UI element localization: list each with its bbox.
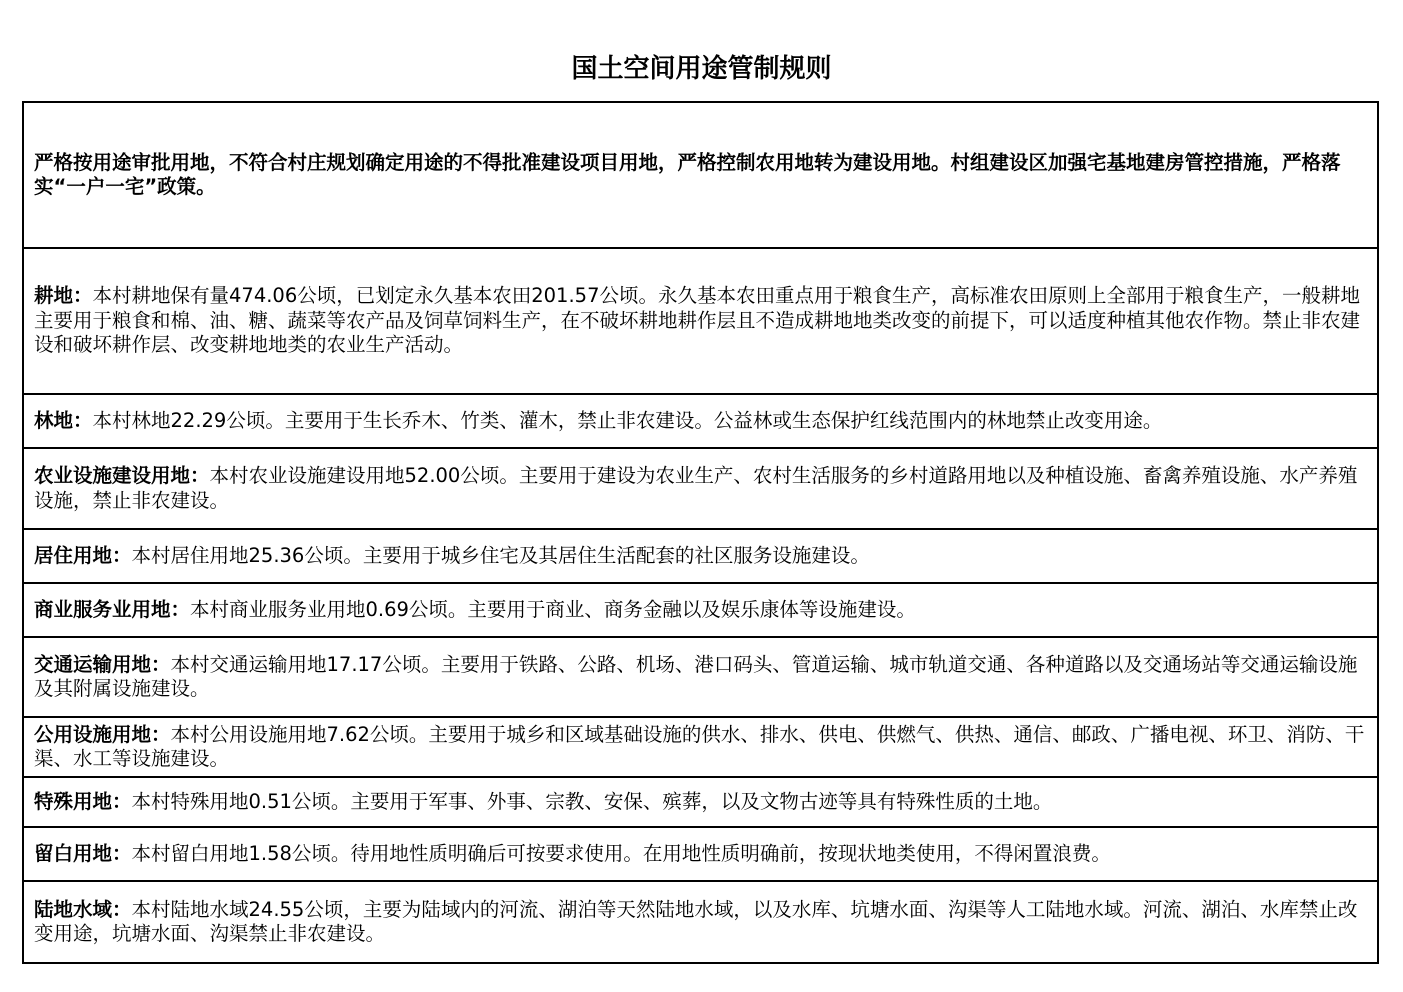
rule-row-reserved: [24, 828, 1377, 882]
rule-text: 本村留白用地1.58公顷。待用地性质明确后可按要求使用。在用地性质明确前，按现状地类使用，不得闲置浪费。: [131, 841, 1111, 865]
rule-text: 本村农业设施建设用地52.00公顷。主要用于建设为农业生产、农村生活服务的乡村道路用地以及种植设施、畜禽养殖设施、水产养殖设施，禁止非农建设。: [34, 464, 1358, 512]
rule-text: 本村耕地保有量474.06公顷，已划定永久基本农田201.57公顷。永久基本农田重点用于粮食生产，高标准农田原则上全部用于粮食生产，一般耕地主要用于粮食和棉、油、糖、蔬菜等农产品及饲草饲料生产，在不破坏耕地耕作层且不造成耕地地类改变的前提下，可以适度种植其他农作物。禁止非农建设和破坏耕作层、改变耕地地类的农业生产活动。: [34, 284, 1361, 357]
rule-row-commercial: [24, 584, 1377, 638]
rule-row-farmland: [24, 249, 1377, 395]
rule-row-agri-facility: [24, 449, 1377, 530]
rule-text: 本村交通运输用地17.17公顷。主要用于铁路、公路、机场、港口码头、管道运输、城市轨道交通、各种道路以及交通场站等交通运输设施及其附属设施建设。: [34, 652, 1358, 700]
intro-row: [24, 103, 1377, 249]
rule-row-water: [24, 882, 1377, 962]
rule-label: 留白用地：: [34, 841, 132, 865]
rule-label: 居住用地：: [34, 543, 132, 567]
rule-text: 本村特殊用地0.51公顷。主要用于军事、外事、宗教、安保、殡葬，以及文物古迹等具有特殊性质的土地。: [131, 789, 1053, 813]
rule-row-special: [24, 778, 1377, 828]
rule-text: 本村居住用地25.36公顷。主要用于城乡住宅及其居住生活配套的社区服务设施建设。: [131, 543, 870, 567]
rule-label: 交通运输用地：: [34, 652, 171, 676]
rule-label: 农业设施建设用地：: [34, 464, 210, 487]
rule-row-residential: [24, 530, 1377, 584]
rule-label: 商业服务业用地：: [34, 597, 191, 621]
rules-table: [22, 101, 1379, 964]
rule-row-utilities: [24, 718, 1377, 778]
rule-label: 陆地水域：: [34, 897, 132, 921]
rule-text: 本村商业服务业用地0.69公顷。主要用于商业、商务金融以及娱乐康体等设施建设。: [190, 597, 916, 621]
page-title: 国土空间用途管制规则: [571, 54, 832, 84]
rule-row-transport: [24, 638, 1377, 718]
rule-label: 耕地：: [34, 284, 93, 308]
rule-row-forest: [24, 395, 1377, 449]
rule-text: 本村公用设施用地7.62公顷。主要用于城乡和区域基础设施的供水、排水、供电、供燃气、供热、通信、邮政、广播电视、环卫、消防、干渠、水工等设施建设。: [34, 722, 1365, 770]
rule-label: 林地：: [34, 408, 93, 432]
intro-text: 严格按用途审批用地，不符合村庄规划确定用途的不得批准建设项目用地，严格控制农用地转为建设用地。村组建设区加强宅基地建房管控措施，严格落实“一户一宅”政策。: [34, 150, 1341, 198]
rule-label: 公用设施用地：: [34, 722, 171, 746]
rule-text: 本村陆地水域24.55公顷，主要为陆域内的河流、湖泊等天然陆地水域，以及水库、坑塘水面、沟渠等人工陆地水域。河流、湖泊、水库禁止改变用途，坑塘水面、沟渠禁止非农建设。: [34, 897, 1358, 945]
rule-text: 本村林地22.29公顷。主要用于生长乔木、竹类、灌木，禁止非农建设。公益林或生态保护红线范围内的林地禁止改变用途。: [92, 408, 1163, 432]
rule-label: 特殊用地：: [34, 789, 132, 813]
